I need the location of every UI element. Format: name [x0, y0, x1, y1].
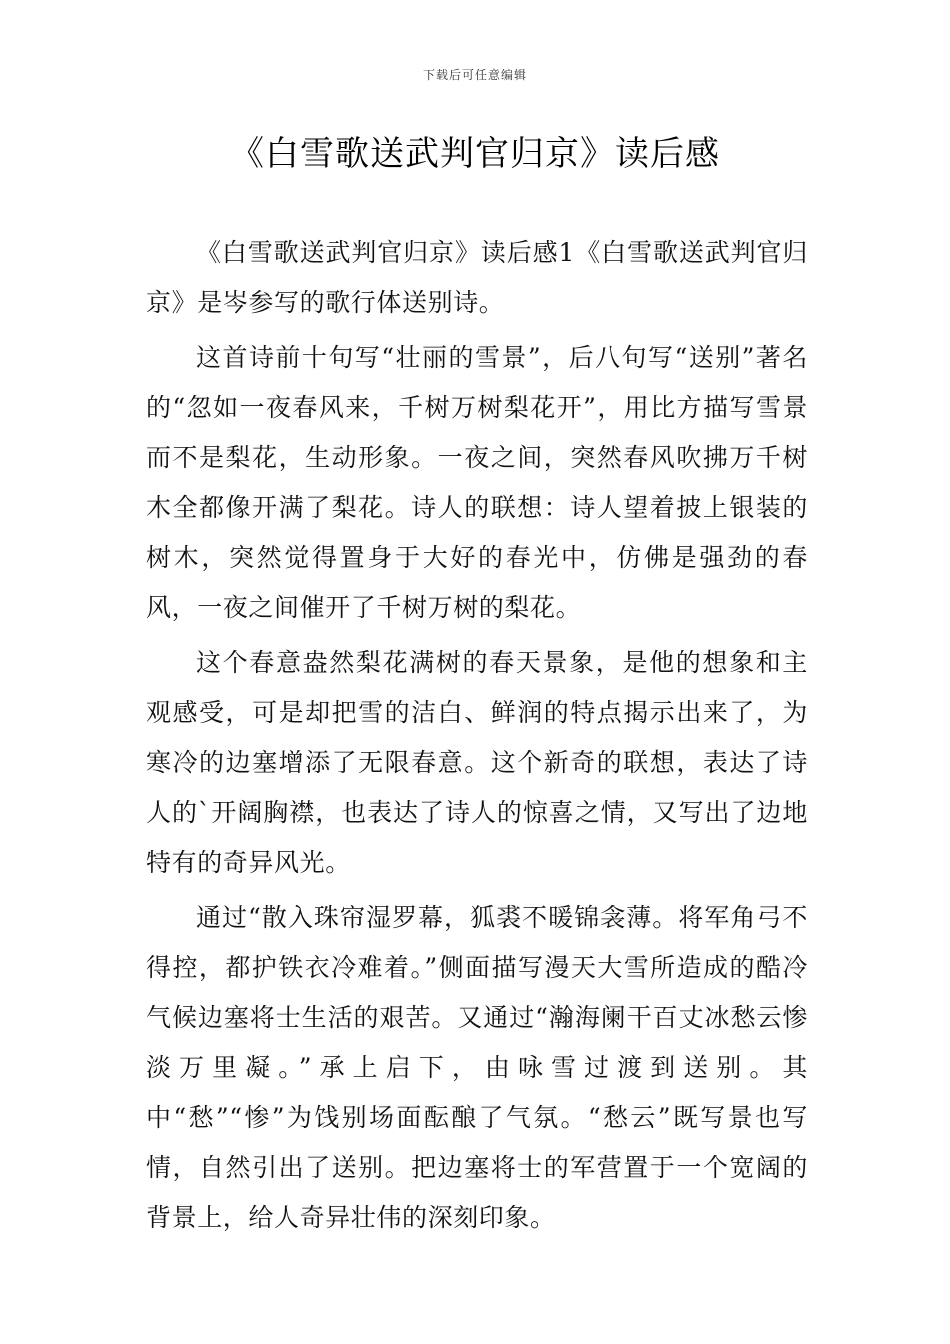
- page-title: 《白雪歌送武判官归京》读后感: [230, 134, 720, 174]
- paragraph-1: 《白雪歌送武判官归京》读后感1《白雪歌送武判官归京》是岑参写的歌行体送别诗。: [146, 238, 808, 317]
- paragraph-3: 这个春意盎然梨花满树的春天景象，是他的想象和主观感受，可是却把雪的洁白、鲜润的特点揭示出来了，为寒冷的边塞增添了无限春意。这个新奇的联想，表达了诗人的`开阔胸襟，也表达了诗人的惊喜之情，又写出了边地特有的奇异风光。: [146, 648, 808, 877]
- paragraph-2: 这首诗前十句写“壮丽的雪景”，后八句写“送别”著名的“忽如一夜春风来，千树万树梨花开”，用比方描写雪景而不是梨花，生动形象。一夜之间，突然春风吹拂万千树木全都像开满了梨花。诗人的联想：诗人望着披上银装的树木，突然觉得置身于大好的春光中，仿佛是强劲的春风，一夜之间催开了千树万树的梨花。: [146, 343, 808, 622]
- document-body: [146, 228, 808, 1248]
- header-note: 下载后可任意编辑: [422, 68, 527, 82]
- paragraph-4: 通过“散入珠帘湿罗幕，狐裘不暖锦衾薄。将军角弓不得控，都护铁衣冷难着。”侧面描写漫天大雪所造成的酷冷气候边塞将士生活的艰苦。又通过“瀚海阑干百丈冰愁云惨淡万里凝。”承上启下，由咏雪过渡到送别。其中“愁”“惨”为饯别场面酝酿了气氛。“愁云”既写景也写情，自然引出了送别。把边塞将士的军营置于一个宽阔的背景上，给人奇异壮伟的深刻印象。: [146, 903, 808, 1232]
